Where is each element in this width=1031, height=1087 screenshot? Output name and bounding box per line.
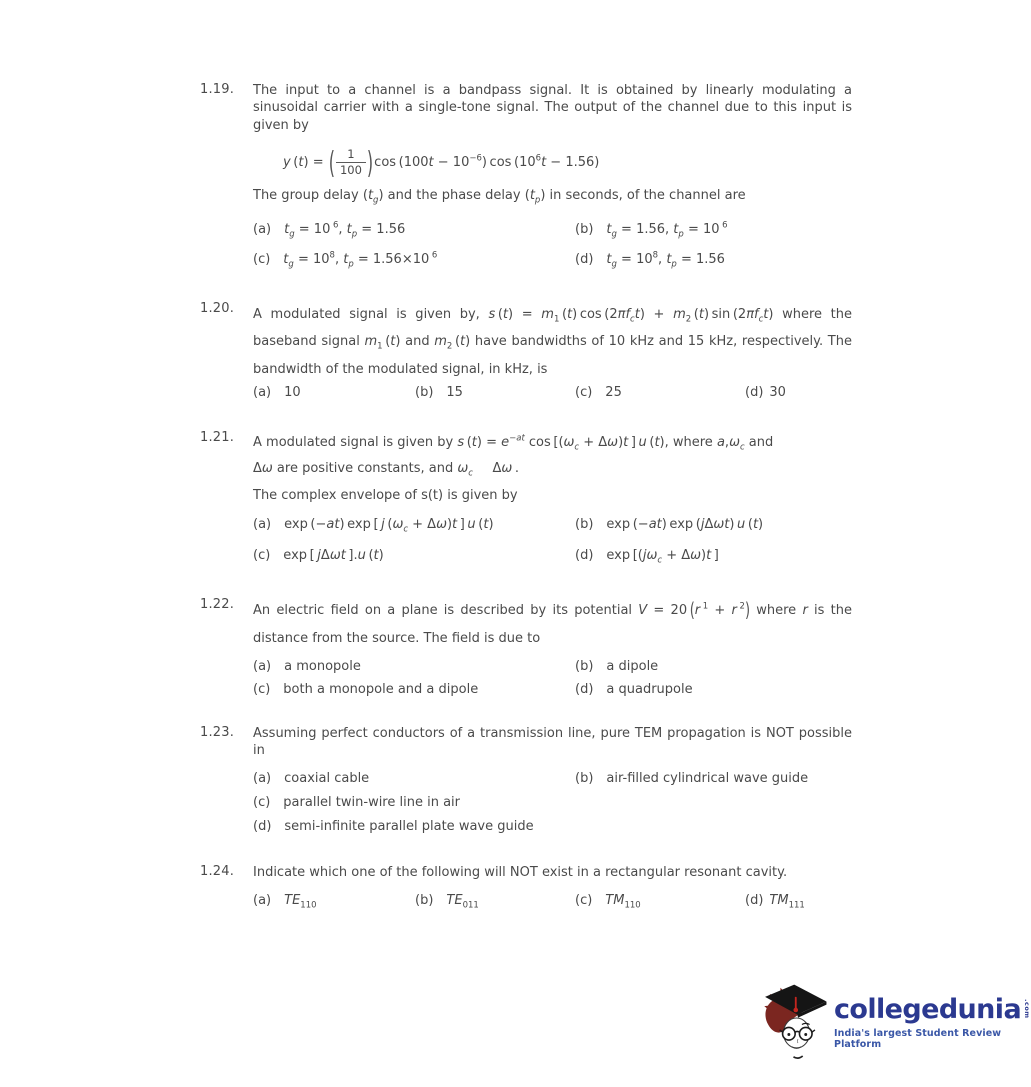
option-text: both a monopole and a dipole	[283, 681, 479, 697]
option-d	[575, 250, 725, 270]
option-b	[415, 385, 575, 400]
option-text: 15	[446, 385, 463, 401]
option-a	[253, 516, 575, 535]
brand-tld: .com	[1023, 999, 1031, 1019]
option-label: (b)	[415, 892, 434, 908]
question-text: The group delay $(t_g)$ and the phase delay $(t_p)$ in seconds, of the channel are	[253, 188, 746, 206]
option-label: (c)	[253, 795, 271, 811]
question-number: 1.23.	[200, 724, 235, 740]
collegedunia-mascot-icon	[762, 981, 828, 1065]
option-label: (a)	[253, 771, 272, 787]
option-label: (b)	[415, 385, 434, 401]
option-text: a dipole	[606, 658, 659, 674]
option-d	[745, 385, 786, 400]
option-text: parallel twin-wire line in air	[283, 795, 460, 811]
brand-tagline: India's largest Student Review Platform	[834, 1028, 1002, 1050]
question-text: Δω are positive constants, and $\omega_c$ Δω .	[253, 461, 519, 479]
option-text: $t_g = 10$ $^6$, $t_p = 1.56$	[284, 220, 406, 240]
option-d	[575, 682, 693, 697]
option-d	[575, 547, 719, 566]
option-a	[253, 220, 575, 240]
option-text: $t_g = 1.56$, $t_p = 10$ $^6$	[606, 220, 728, 240]
question-text: A modulated signal is given by, s $(t) = m_1$ (t) $\cos (2\pi f_ct) + m_2$ (t) $\sin (2\pi f_ct)$ where the baseband signal $m_1$ (t) and $m_2$ (t) have bandwidths of 10 kHz and 15 kHz, respectively. The bandwidth of the modulated signal, in kHz, is	[253, 306, 853, 377]
equation: y (t) = ( $\frac{1}{100}$ )cos $(100t - 10^{-6})$ $\cos (10^6t - 1.56)$	[283, 144, 600, 181]
question-text: Assuming perfect conductors of a transmission line, pure TEM propagation is NOT possible in	[253, 725, 852, 759]
question-number: 1.20.	[200, 300, 235, 316]
option-text: a quadrupole	[606, 681, 693, 697]
question-number: 1.19.	[200, 82, 235, 97]
option-label: (a)	[253, 658, 272, 674]
option-c	[253, 795, 460, 810]
option-label: (a)	[253, 221, 272, 237]
option-b	[575, 771, 808, 786]
brand-wordmark: collegedunia	[834, 994, 1022, 1025]
option-label: (c)	[253, 547, 271, 563]
question-number: 1.21.	[200, 430, 235, 446]
question-text: An electric field on a plane is described by its potential V = 20 (r $^1$ + r $^2$) where r is the distance from the source. The field is due to	[253, 599, 852, 647]
option-c	[253, 250, 575, 270]
option-c	[253, 682, 575, 697]
question-1-21	[200, 430, 852, 566]
option-text: air-filled cylindrical wave guide	[606, 771, 809, 787]
option-b	[575, 220, 728, 240]
option-a	[253, 892, 415, 911]
question-text: The input to a channel is a bandpass signal. It is obtained by linearly modulating a sinusoidal carrier with a single-tone signal. The output of the channel due to this input is given by	[253, 83, 852, 133]
question-text: The complex envelope of s(t) is given by	[253, 488, 518, 504]
option-label: (b)	[575, 221, 594, 237]
option-text: semi-infinite parallel plate wave guide	[284, 819, 534, 835]
option-a	[253, 771, 575, 786]
option-c	[575, 385, 745, 400]
option-label: (a)	[253, 385, 272, 401]
option-text: $t_g = 10^8$, $t_p = 1.56$	[606, 250, 725, 270]
collegedunia-logo	[762, 981, 1031, 1065]
option-text: $TM_{110}$	[605, 892, 641, 911]
option-text: 10	[284, 385, 301, 401]
option-label: (d)	[253, 819, 272, 835]
option-d	[745, 892, 805, 911]
option-c	[253, 548, 575, 563]
option-label: (c)	[575, 385, 593, 401]
question-1-22	[200, 597, 852, 697]
question-1-19	[200, 82, 852, 270]
option-label: (d)	[575, 681, 594, 697]
option-label: (b)	[575, 771, 594, 787]
option-text: exp (−at) exp (jΔωt) u (t)	[606, 516, 764, 532]
question-1-24	[200, 864, 852, 911]
option-label: (d)	[575, 251, 594, 267]
option-a	[253, 385, 415, 400]
questions-column	[200, 82, 853, 911]
option-text: $TM_{111}$	[769, 892, 805, 911]
option-label: (b)	[575, 516, 594, 532]
option-c	[575, 892, 745, 911]
option-label: (c)	[253, 681, 271, 697]
option-b	[415, 892, 575, 911]
option-text: $t_g = 10^8$, $t_p = 1.56\times 10$ $^6$	[283, 250, 438, 270]
option-b	[575, 659, 658, 674]
question-number: 1.22.	[200, 596, 235, 612]
option-text: 30	[769, 385, 786, 401]
option-text: $TE_{110}$	[284, 892, 317, 911]
question-text: Indicate which one of the following will NOT exist in a rectangular resonant cavity.	[253, 865, 788, 881]
option-text: exp (−at) exp [ j $(\omega_c + \Delta\omega)t$ ] u (t)	[284, 516, 494, 535]
question-1-23	[200, 725, 852, 835]
option-label: (a)	[253, 516, 272, 532]
option-a	[253, 659, 575, 674]
option-text: $\exp [(j\omega_c + \Delta\omega)t$ ]	[606, 547, 719, 566]
option-label: (c)	[575, 892, 593, 908]
option-text: $TE_{011}$	[446, 892, 479, 911]
option-label: (d)	[575, 547, 594, 563]
option-label: (b)	[575, 658, 594, 674]
question-text: A modulated signal is given by s $(t) = e^{-at}$ $\cos [(\omega_c + \Delta\omega)t$ ] u (t), where $a,\omega_c$ and	[253, 433, 774, 453]
logo-text	[834, 996, 1031, 1050]
option-d	[253, 819, 534, 834]
option-text: exp [ jΔωt ].u (t)	[283, 547, 384, 563]
option-text: coaxial cable	[284, 771, 370, 787]
option-label: (a)	[253, 892, 272, 908]
option-text: a monopole	[284, 658, 361, 674]
option-label: (c)	[253, 251, 271, 267]
question-1-20	[200, 301, 852, 401]
option-label: (d)	[745, 385, 764, 401]
question-number: 1.24.	[200, 864, 235, 880]
option-b	[575, 517, 763, 532]
option-text: 25	[605, 385, 622, 401]
option-label: (d)	[745, 892, 764, 908]
